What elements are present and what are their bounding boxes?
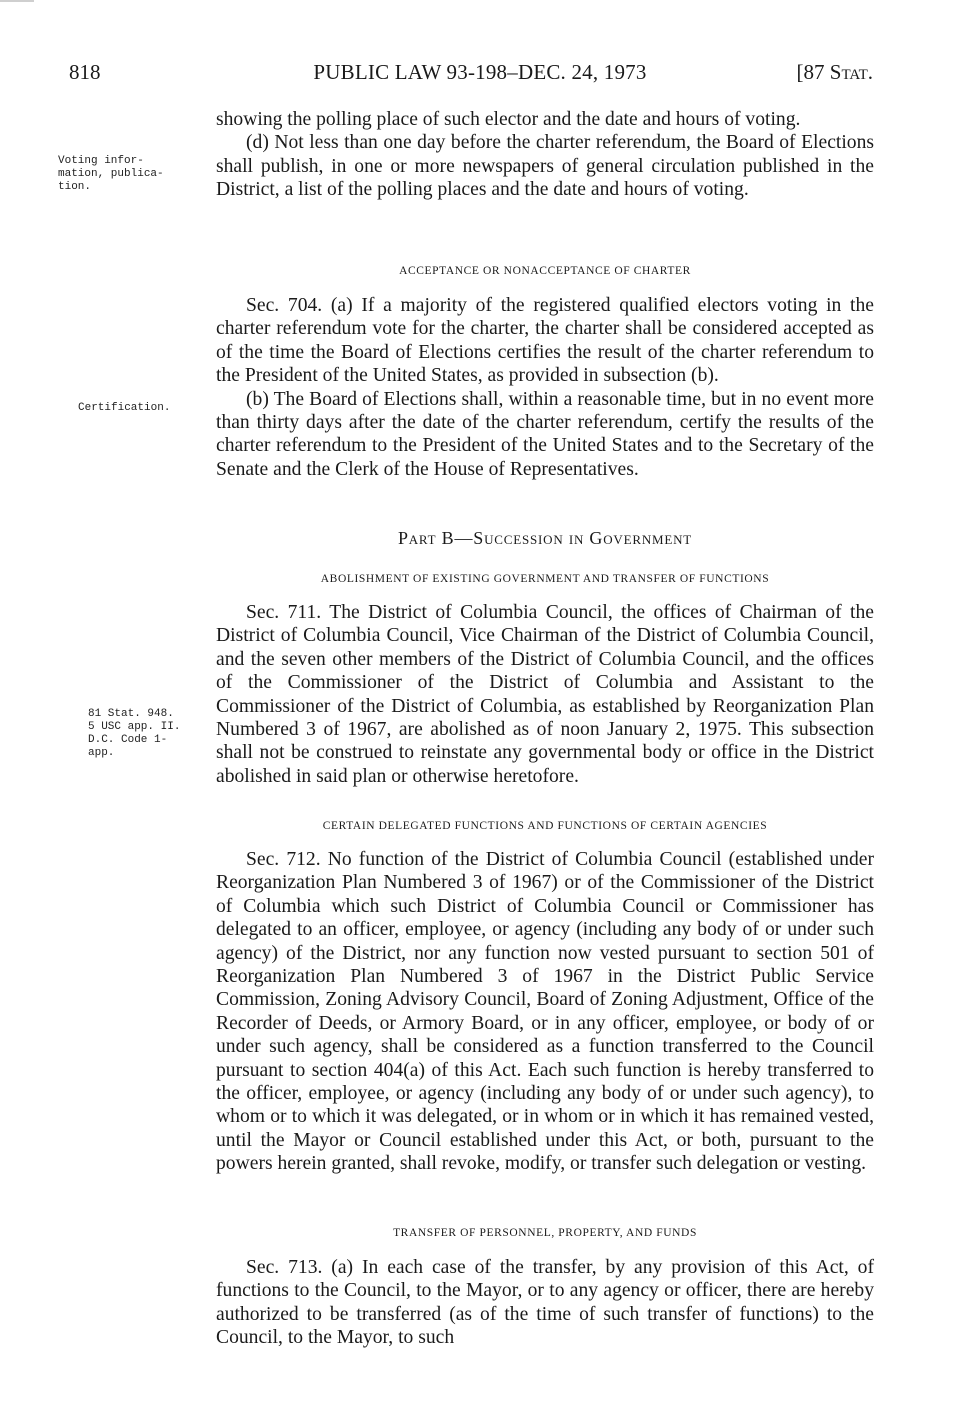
paragraph-subsection-d: (d) Not less than one day before the charter referendum, the Board of Elections shall publish, in one or more newspapers of general circulation published in the District, a list of the polling places and the date and hours of voting. <box>216 132 874 201</box>
part-heading: Part B—Succession in Government <box>397 528 693 548</box>
paragraph-block-1 <box>216 108 874 202</box>
section-heading-delegated-functions: CERTAIN DELEGATED FUNCTIONS AND FUNCTIONS OF CERTAIN AGENCIES <box>322 820 768 832</box>
volume-reference: [87 Stat. <box>796 60 873 84</box>
paragraph-block-4 <box>216 848 874 1176</box>
section-heading-transfer-personnel: TRANSFER OF PERSONNEL, PROPERTY, AND FUNDS <box>393 1227 697 1239</box>
margin-note-voting-information: Voting infor- mation, publica- tion. <box>58 155 164 193</box>
paragraph-sec-713-a: Sec. 713. (a) In each case of the transfer, by any provision of this Act, of functions to the Council, to the Mayor, or to any agency or officer, there are hereby authorized to be transferred (as of the time of such transfer of functions) to the Council, to the Mayor, to such <box>216 1257 874 1349</box>
paragraph-block-3 <box>216 601 874 788</box>
running-title: PUBLIC LAW 93-198–DEC. 24, 1973 <box>313 60 647 84</box>
page-header <box>0 60 960 90</box>
paragraph-sec-704-b: (b) The Board of Elections shall, within a reasonable time, but in no event more than thirty days after the date of the charter referendum, certify the results of the charter referendum to the President of the United States and to the Secretary of the Senate and the Clerk of the House of Representatives. <box>216 388 874 480</box>
paragraph-block-5 <box>216 1256 874 1350</box>
paragraph-sec-704-a: Sec. 704. (a) If a majority of the registered qualified electors voting in the charter referendum vote for the charter, the charter shall be considered accepted as of the time the Board of Elections certifies the result of the charter referendum to the President of the United States, as provided in subsection (b). <box>216 295 874 387</box>
paragraph-sec-712: Sec. 712. No function of the District of Columbia Council (established under Reorganization Plan Numbered 3 of 1967) or of the Commissioner of the District of Columbia which such District of Columbia Council or Commissioner has delegated to an officer, employee, or agency (including any body of or under such agency) of the District, nor any function now vested pursuant to section 501 of Reorganization Plan Numbered 3 of 1967 in the District Public Service Commission, Zoning Advisory Council, Board of Zoning Adjustment, Office of the Recorder of Deeds, or Armory Board, or in any officer, employee, or body of or under such agency, shall be considered as a function transferred to the Council pursuant to section 404(a) of this Act. Each such function is hereby transferred to the officer, employee, or agency (including any body of or under such agency), to whom or to which it was delegated, or in whom or in which it has remained vested, until the Mayor or Council established under this Act, or both, pursuant to the powers herein granted, shall revoke, modify, or transfer such delegation or vesting. <box>216 849 874 1175</box>
corner-rule <box>0 0 34 2</box>
section-heading-abolishment: ABOLISHMENT OF EXISTING GOVERNMENT AND TRANSFER OF FUNCTIONS <box>320 573 770 585</box>
page-number: 818 <box>69 60 101 84</box>
margin-note-citation: 81 Stat. 948. 5 USC app. II. D.C. Code 1- app. <box>88 708 181 759</box>
paragraph-block-2 <box>216 294 874 481</box>
margin-note-certification: Certification. <box>78 402 171 414</box>
paragraph-sec-711: Sec. 711. The District of Columbia Council, the offices of Chairman of the District of Columbia Council, Vice Chairman of the District of Columbia Council, and the seven other members of the District of Columbia Council, and the offices of the Commissioner of the District of Columbia and Assistant to the Commissioner of the District of Columbia, as established by Reorganization Plan Numbered 3 of 1967, are abolished as of noon January 2, 1975. This subsection shall not be construed to reinstate any governmental body or office in the District abolished in said plan or otherwise heretofore. <box>216 602 874 787</box>
paragraph-continuation: showing the polling place of such elector and the date and hours of voting. <box>216 109 801 130</box>
section-heading-acceptance: ACCEPTANCE OR NONACCEPTANCE OF CHARTER <box>399 265 691 277</box>
